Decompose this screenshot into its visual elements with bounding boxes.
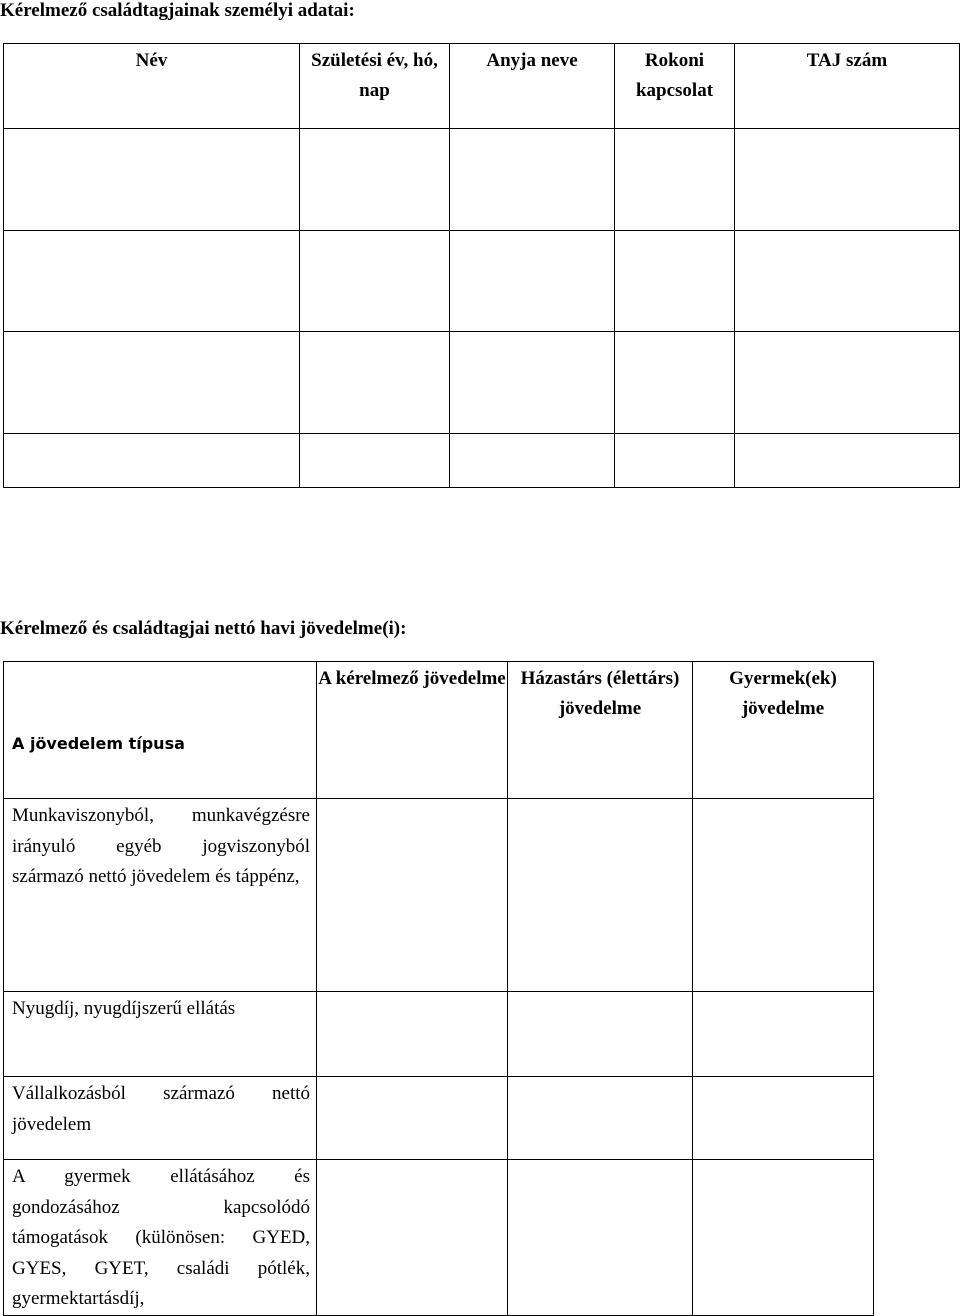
cell-mother-name[interactable] [450, 332, 615, 434]
cell-spouse-income[interactable] [508, 1160, 693, 1316]
cell-mother-name[interactable] [450, 129, 615, 231]
header-spouse-income: Házastárs (élettárs) jövedelme [508, 662, 693, 799]
income-table [3, 661, 874, 1316]
cell-birth-date[interactable] [300, 332, 450, 434]
cell-spouse-income[interactable] [508, 1077, 693, 1160]
cell-relationship[interactable] [615, 231, 735, 332]
table-row [4, 1077, 874, 1160]
cell-applicant-income[interactable] [317, 799, 508, 992]
cell-name[interactable] [4, 434, 300, 488]
cell-birth-date[interactable] [300, 434, 450, 488]
income-type-label: A gyermek ellátásához és gondozásához kapcsolódó támogatások (különösen: GYED, GYES, GYET, családi pótlék, gyermektartásdíj, [4, 1160, 317, 1316]
table-row [4, 434, 960, 488]
table-row [4, 231, 960, 332]
cell-birth-date[interactable] [300, 129, 450, 231]
table-row [4, 992, 874, 1077]
table-row [4, 332, 960, 434]
income-type-label: Nyugdíj, nyugdíjszerű ellátás [4, 992, 317, 1077]
cell-taj-number[interactable] [735, 231, 960, 332]
cell-children-income[interactable] [693, 799, 874, 992]
header-children-income: Gyermek(ek) jövedelme [693, 662, 874, 799]
cell-relationship[interactable] [615, 434, 735, 488]
header-taj-number: TAJ szám [735, 44, 960, 129]
cell-name[interactable] [4, 332, 300, 434]
header-applicant-income: A kérelmező jövedelme [317, 662, 508, 799]
cell-children-income[interactable] [693, 1160, 874, 1316]
cell-relationship[interactable] [615, 332, 735, 434]
family-members-table [3, 43, 960, 488]
header-relationship: Rokoni kapcsolat [615, 44, 735, 129]
header-birth-date: Születési év, hó, nap [300, 44, 450, 129]
table-row [4, 799, 874, 992]
cell-mother-name[interactable] [450, 434, 615, 488]
cell-relationship[interactable] [615, 129, 735, 231]
table-row [4, 1160, 874, 1316]
cell-children-income[interactable] [693, 992, 874, 1077]
income-type-label: Munkaviszonyból, munkavégzésre irányuló egyéb jogviszonyból származó nettó jövedelem és táppénz, [4, 799, 317, 992]
cell-spouse-income[interactable] [508, 992, 693, 1077]
cell-birth-date[interactable] [300, 231, 450, 332]
cell-name[interactable] [4, 231, 300, 332]
section-title-income: Kérelmező és családtagjai nettó havi jövedelme(i): [0, 618, 407, 639]
cell-taj-number[interactable] [735, 434, 960, 488]
section-title-personal-data: Kérelmező családtagjainak személyi adatai: [0, 0, 355, 21]
cell-applicant-income[interactable] [317, 1160, 508, 1316]
cell-children-income[interactable] [693, 1077, 874, 1160]
header-name: Név [4, 44, 300, 129]
cell-taj-number[interactable] [735, 332, 960, 434]
cell-mother-name[interactable] [450, 231, 615, 332]
cell-applicant-income[interactable] [317, 1077, 508, 1160]
cell-name[interactable] [4, 129, 300, 231]
income-type-label: Vállalkozásból származó nettó jövedelem [4, 1077, 317, 1160]
header-mother-name: Anyja neve [450, 44, 615, 129]
table-row [4, 129, 960, 231]
header-income-type: A jövedelem típusa [4, 662, 317, 799]
cell-taj-number[interactable] [735, 129, 960, 231]
cell-applicant-income[interactable] [317, 992, 508, 1077]
cell-spouse-income[interactable] [508, 799, 693, 992]
